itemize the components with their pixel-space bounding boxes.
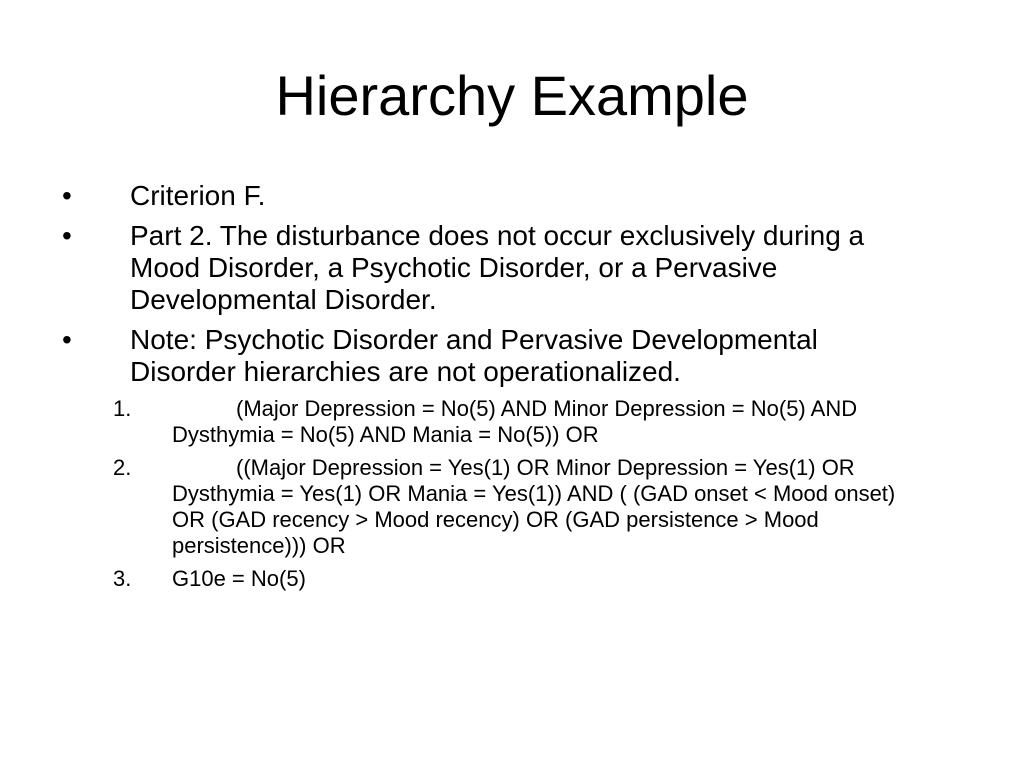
bullet-marker: •	[62, 324, 72, 355]
numbered-text: G10e = No(5)	[172, 566, 306, 591]
numbered-item	[0, 455, 912, 559]
bullet-marker: •	[62, 180, 72, 211]
numbered-list	[0, 396, 1024, 592]
bullet-text: Note: Psychotic Disorder and Pervasive Developmental Disorder hierarchies are not operationalized.	[130, 324, 818, 387]
bullet-list	[0, 180, 1024, 599]
bullet-marker: •	[62, 220, 72, 251]
numbered-item	[0, 396, 912, 448]
bullet-item	[0, 180, 910, 212]
numbered-list-container	[0, 396, 1024, 592]
numbered-marker: 2.	[113, 455, 132, 480]
bullet-item	[0, 324, 910, 388]
bullet-item	[0, 220, 910, 316]
numbered-item	[0, 566, 912, 592]
slide-title: Hierarchy Example	[275, 64, 749, 127]
bullet-text: Criterion F.	[130, 180, 266, 211]
bullet-text: Part 2. The disturbance does not occur exclusively during a Mood Disorder, a Psychotic Disorder, or a Pervasive Developmental Disorder.	[130, 220, 865, 315]
numbered-text: ((Major Depression = Yes(1) OR Minor Depression = Yes(1) OR Dysthymia = Yes(1) OR Mania = Yes(1)) AND ( (GAD onset < Mood onset) OR (GAD recency > Mood recency) OR (GAD persistence > Mood persistence))) OR	[172, 455, 896, 558]
numbered-text: (Major Depression = No(5) AND Minor Depression = No(5) AND Dysthymia = No(5) AND Mania = No(5)) OR	[172, 396, 858, 447]
numbered-marker: 3.	[113, 566, 132, 591]
numbered-marker: 1.	[113, 396, 132, 421]
